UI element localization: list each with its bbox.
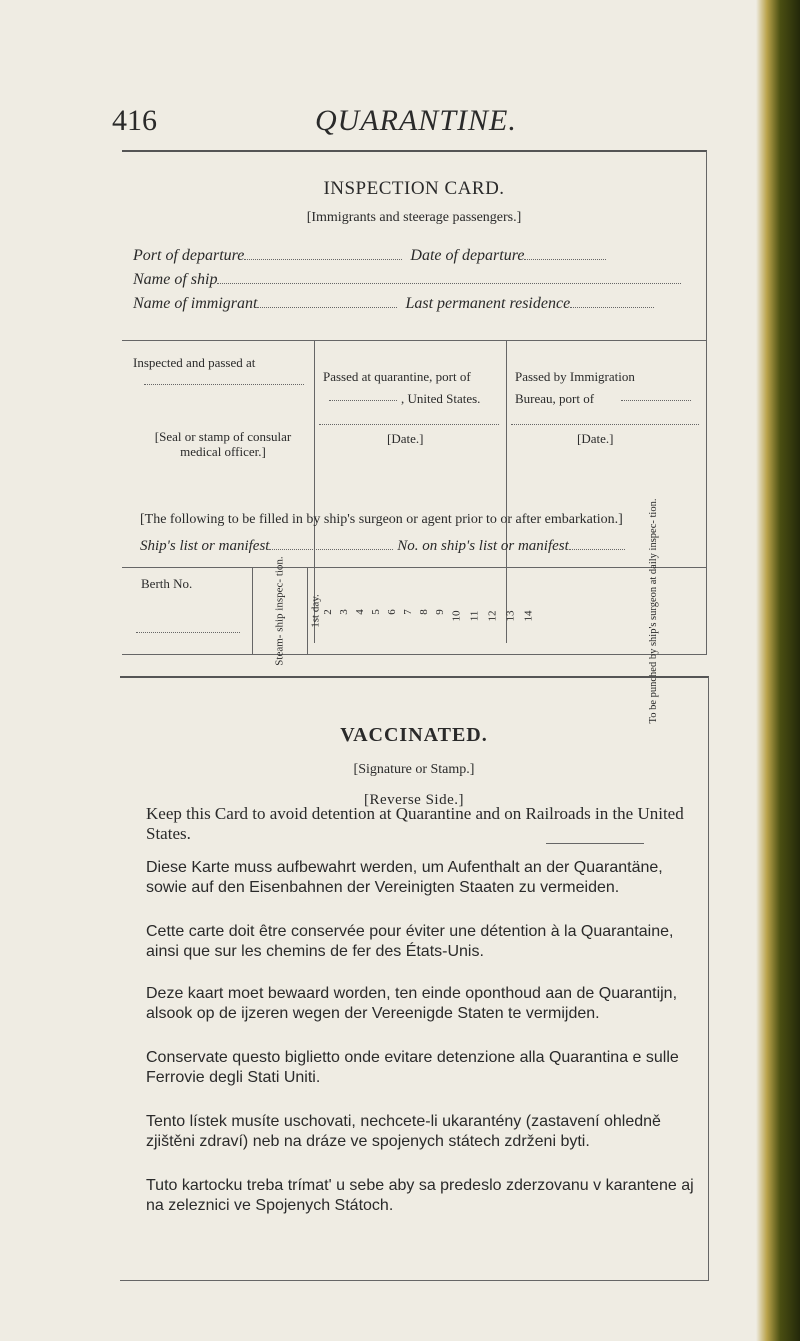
immigrant-line (133, 293, 654, 313)
quarantine-signature-blank (319, 423, 499, 425)
card-subtitle: [Immigrants and steerage passengers.] (306, 210, 522, 225)
paragraph-italian: Conservate questo biglietto onde evitare detenzione alla Quarantina e sulle Ferrovie degli Stati Uniti. (146, 1049, 679, 1086)
signature-stamp-label: [Signature or Stamp.] (353, 762, 475, 777)
reverse-side-label: [Reverse Side.] (364, 792, 464, 808)
immigration-signature-blank (511, 423, 699, 425)
day-number: 5 (369, 609, 382, 615)
port-of-departure-label: Port of departure (133, 247, 245, 264)
punch-cell (602, 498, 706, 724)
book-edge (756, 0, 800, 1341)
ship-name-line (133, 269, 681, 289)
immigration-port-label: Bureau, port of (515, 391, 595, 406)
paragraph-german: Diese Karte muss aufbewahrt werden, um Aufenthalt an der Quarantäne, sowie auf den Eisenbahnen der Vereinigten Staaten zu vermeiden. (146, 859, 663, 896)
day-number: 14 (522, 610, 535, 622)
day-number: 7 (401, 609, 414, 615)
page-header (0, 104, 800, 144)
running-title: QUARANTINE. (315, 104, 517, 137)
manifest-line (140, 535, 625, 555)
vaccinated-title: VACCINATED. (340, 724, 488, 746)
immigration-date: [Date.] (577, 431, 614, 446)
following-note: [The following to be filled in by ship's surgeon or agent prior to or after embarkation.] (140, 512, 623, 527)
day-number: 6 (385, 609, 398, 615)
signature-blank (546, 843, 644, 844)
immigration-heading: Passed by Immigration (515, 369, 635, 384)
reverse-card (120, 676, 709, 1281)
paragraph-czech: Tento lístek musíte uschovati, nechcete-li ukarantény (zastavení ohledně zjištěni zdraví) neb na dráze ve spojenych státech zdrženi byti. (146, 1113, 661, 1150)
day-number: 3 (337, 609, 350, 615)
day-numbers (321, 588, 545, 638)
day-number: 4 (353, 609, 366, 615)
date-of-departure-label: Date of departure (410, 247, 525, 264)
berth-blank (136, 632, 240, 633)
berth-no-label: Berth No. (141, 576, 193, 591)
paragraph-dutch: Deze kaart moet bewaard worden, ten einde oponthoud aan de Quarantijn, alsook op de ijzeren wegen der Vereenigde Staten te vermijden. (146, 985, 678, 1022)
day-number: 10 (450, 610, 463, 622)
paragraph-english: Keep this Card to avoid detention at Quarantine and on Railroads in the United States. (146, 804, 684, 843)
day-number: 13 (504, 610, 517, 622)
no-on-list-label: No. on ship's list or manifest (397, 538, 569, 554)
name-of-ship-label: Name of ship (133, 271, 218, 288)
day-number: 12 (486, 610, 499, 622)
inspected-heading: Inspected and passed at (133, 355, 256, 370)
day-number: 8 (417, 609, 430, 615)
consular-seal-note: [Seal or stamp of consular medical officer.] (154, 429, 292, 459)
steamship-inspection-cell (253, 556, 308, 666)
page-number: 416 (112, 104, 157, 137)
immigration-port-blank (621, 399, 691, 401)
day-number: 9 (433, 609, 446, 615)
inspected-port-blank (144, 383, 304, 385)
first-day-label: 1st day. (309, 594, 322, 628)
quarantine-heading: Passed at quarantine, port of (323, 369, 471, 384)
card-title: INSPECTION CARD. (323, 178, 505, 199)
inspection-card (122, 150, 707, 724)
paragraph-french: Cette carte doit être conservée pour éviter une détention à la Quarantaine, ainsi que sur les chemins de fer des États-Unis. (146, 923, 674, 960)
quarantine-date: [Date.] (387, 431, 424, 446)
quarantine-us-label: , United States. (401, 391, 481, 406)
ships-list-label: Ship's list or manifest (140, 538, 270, 554)
berth-cell (122, 568, 253, 654)
name-of-immigrant-label: Name of immigrant (133, 295, 258, 312)
paragraph-slovak: Tuto kartocku treba trímat' u sebe aby sa predeslo zderzovanu v karantene aj na zeleznici ve Spojenych Státoch. (146, 1177, 694, 1214)
day-number: 11 (468, 610, 481, 622)
punch-label: To be punched by ship's surgeon at daily inspec- tion. (648, 498, 659, 724)
quarantine-port-blank (329, 399, 397, 401)
steamship-inspection-label: Steam- ship inspec- tion. (273, 556, 286, 666)
day-number: 2 (321, 609, 334, 615)
last-residence-label: Last permanent residence (405, 295, 571, 312)
departure-line (133, 245, 606, 265)
